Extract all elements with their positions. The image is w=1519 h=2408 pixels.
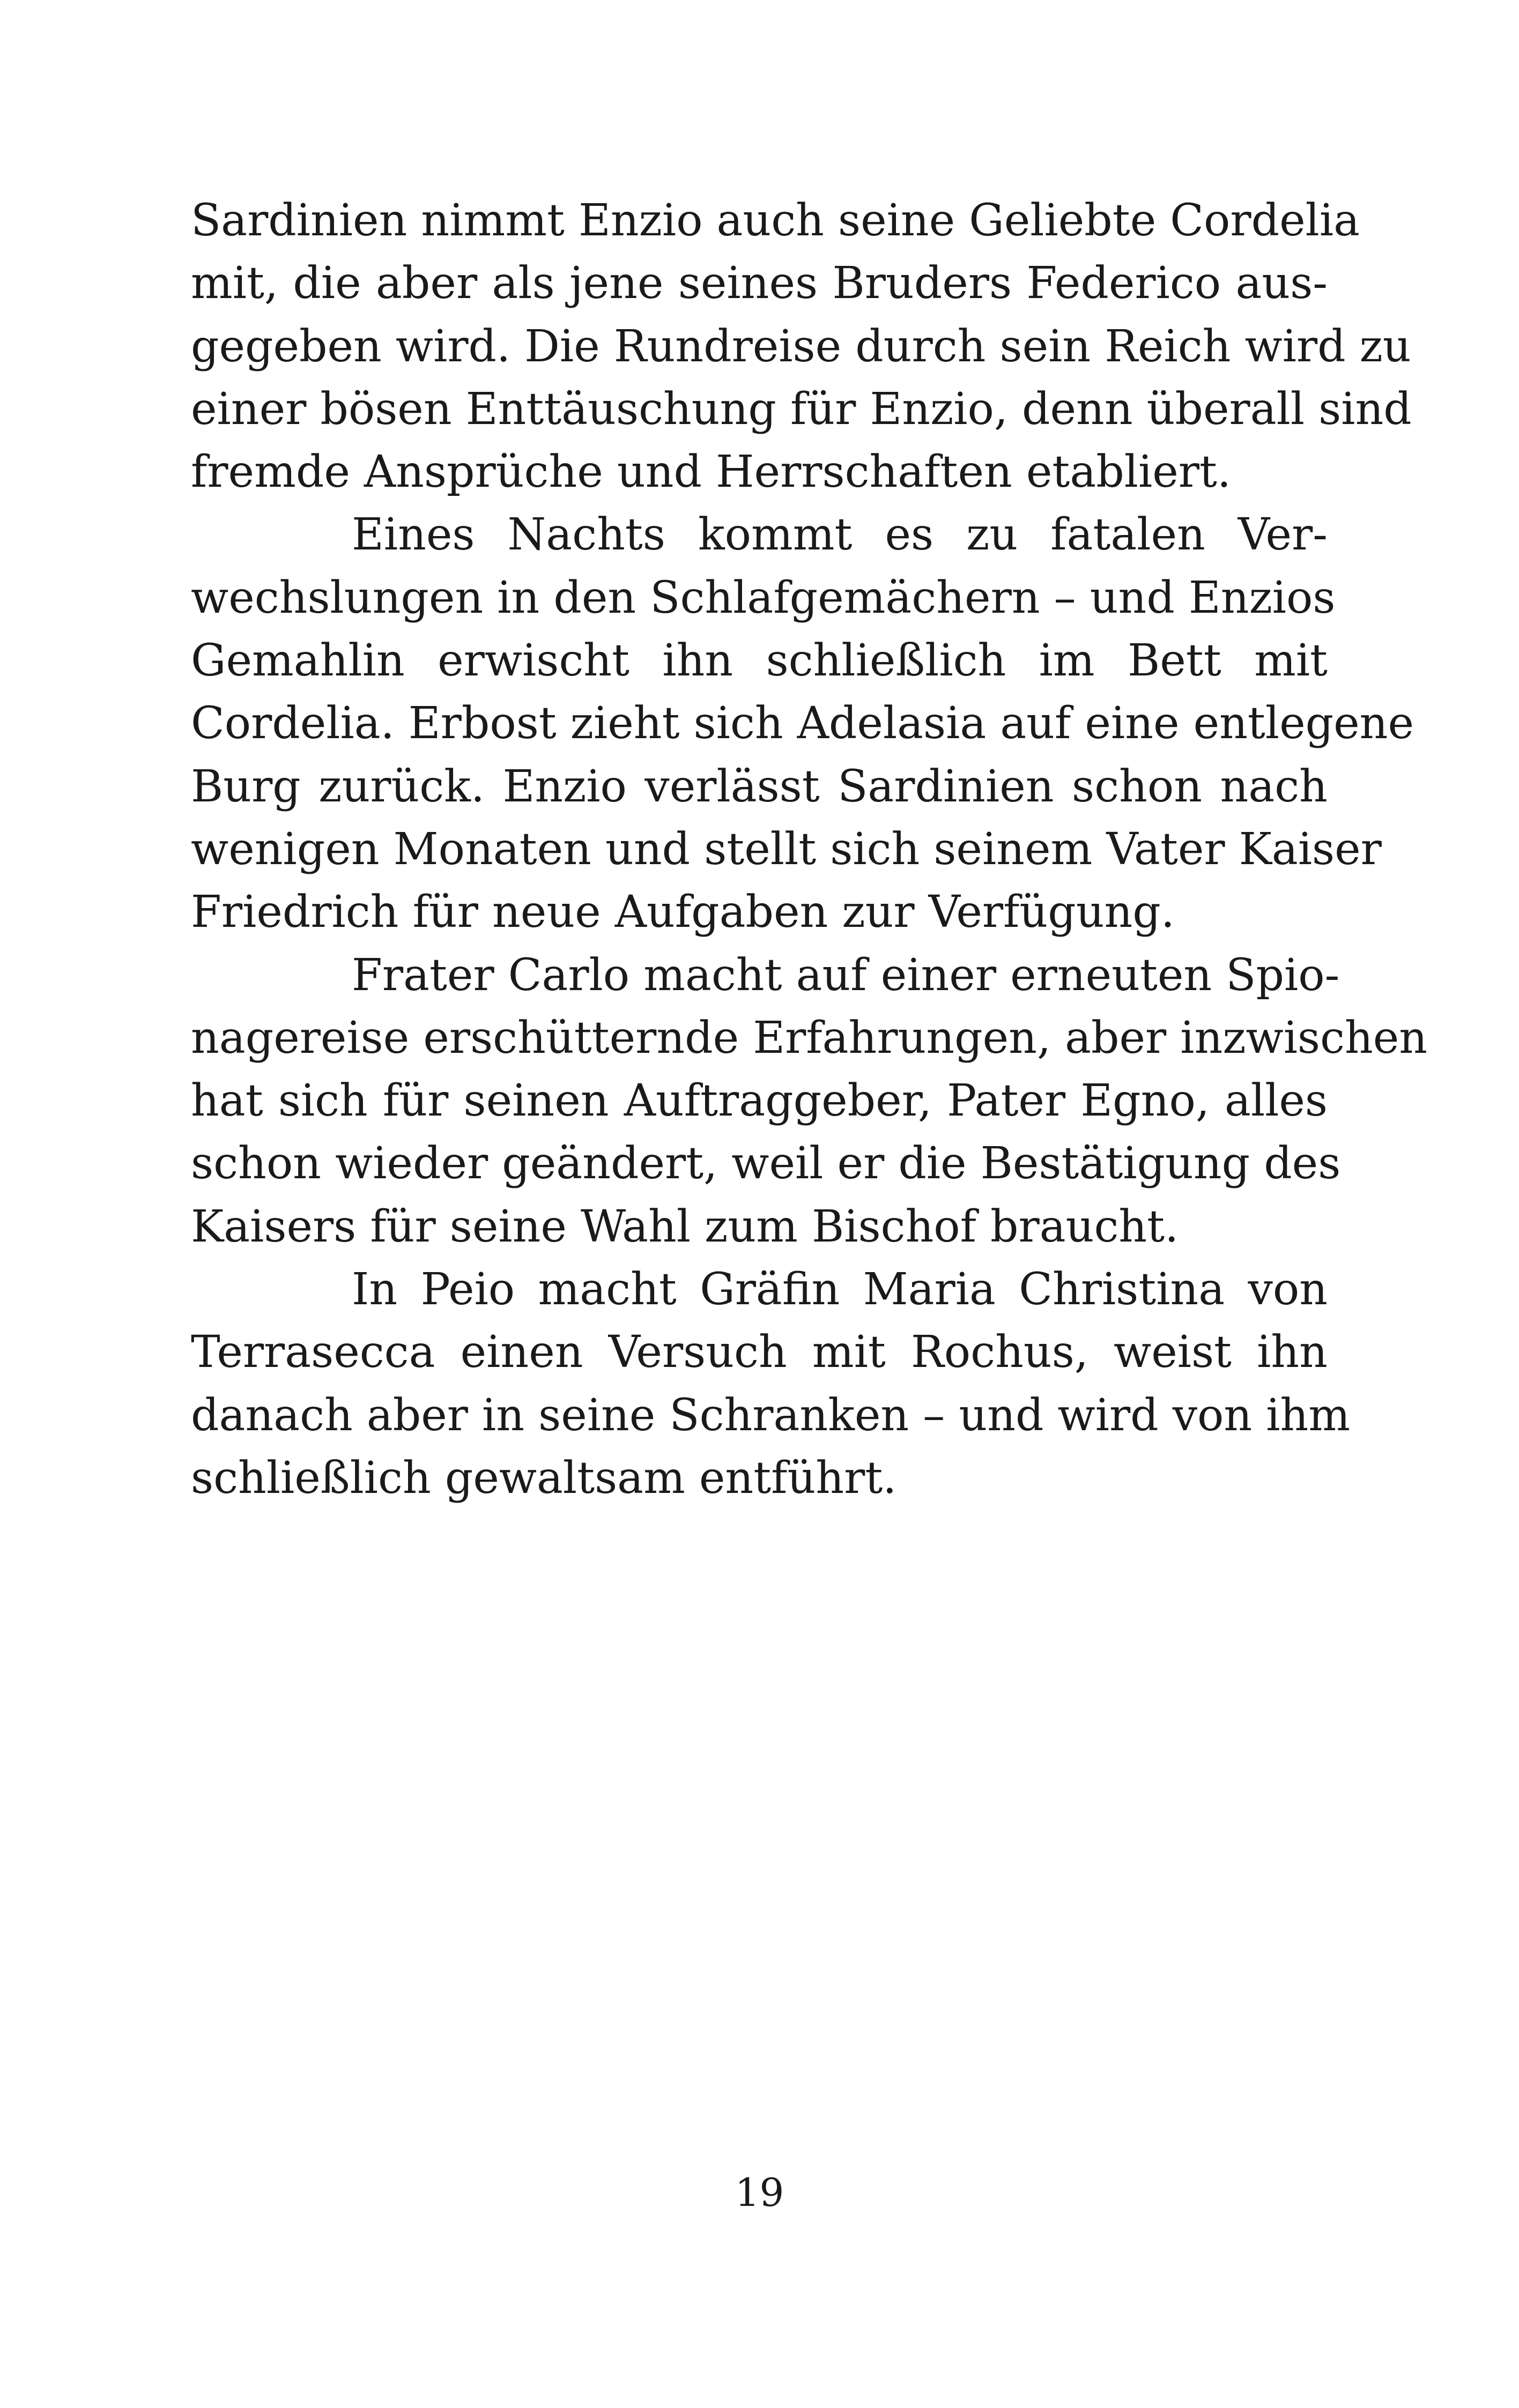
text-line: Burg zurück. Enzio verlässt Sardinien schon nach: [191, 761, 1328, 812]
text-line: Eines Nachts kommt es zu fatalen Ver-: [352, 509, 1328, 561]
text-line: Kaisers für seine Wahl zum Bischof braucht.: [191, 1201, 1179, 1252]
text-line: Frater Carlo macht auf einer erneuten Spio-: [352, 949, 1340, 1001]
text-line: schon wieder geändert, weil er die Bestätigung des: [191, 1138, 1341, 1190]
text-line: Gemahlin erwischt ihn schließlich im Bett mit: [191, 635, 1328, 687]
text-line: wechslungen in den Schlafgemächern – und Enzios: [191, 572, 1336, 623]
text-line: Sardinien nimmt Enzio auch seine Geliebte Cordelia: [191, 195, 1360, 246]
text-line: nagereise erschütternde Erfahrungen, aber inzwischen: [191, 1012, 1428, 1064]
text-line: gegeben wird. Die Rundreise durch sein Reich wird zu: [191, 321, 1411, 372]
text-line: Friedrich für neue Aufgaben zur Verfügung.: [191, 887, 1175, 938]
text-line: einer bösen Enttäuschung für Enzio, denn überall sind: [191, 383, 1412, 435]
text-line: Terrasecca einen Versuch mit Rochus, weist ihn: [191, 1327, 1328, 1378]
text-line: danach aber in seine Schranken – und wird von ihm: [191, 1389, 1351, 1441]
text-line: schließlich gewaltsam entführt.: [191, 1452, 897, 1504]
text-line: Cordelia. Erbost zieht sich Adelasia auf eine entlegene: [191, 698, 1414, 749]
text-line: In Peio macht Gräfin Maria Christina von: [352, 1264, 1328, 1316]
text-line: hat sich für seinen Auftraggeber, Pater Egno, alles: [191, 1075, 1328, 1127]
text-line: mit, die aber als jene seines Bruders Federico aus-: [191, 258, 1328, 309]
text-line: wenigen Monaten und stellt sich seinem Vater Kaiser: [191, 823, 1382, 875]
page-number: 19: [735, 2170, 784, 2215]
body-text: [191, 189, 1428, 1510]
text-line: fremde Ansprüche und Herrschaften etabliert.: [191, 447, 1231, 498]
